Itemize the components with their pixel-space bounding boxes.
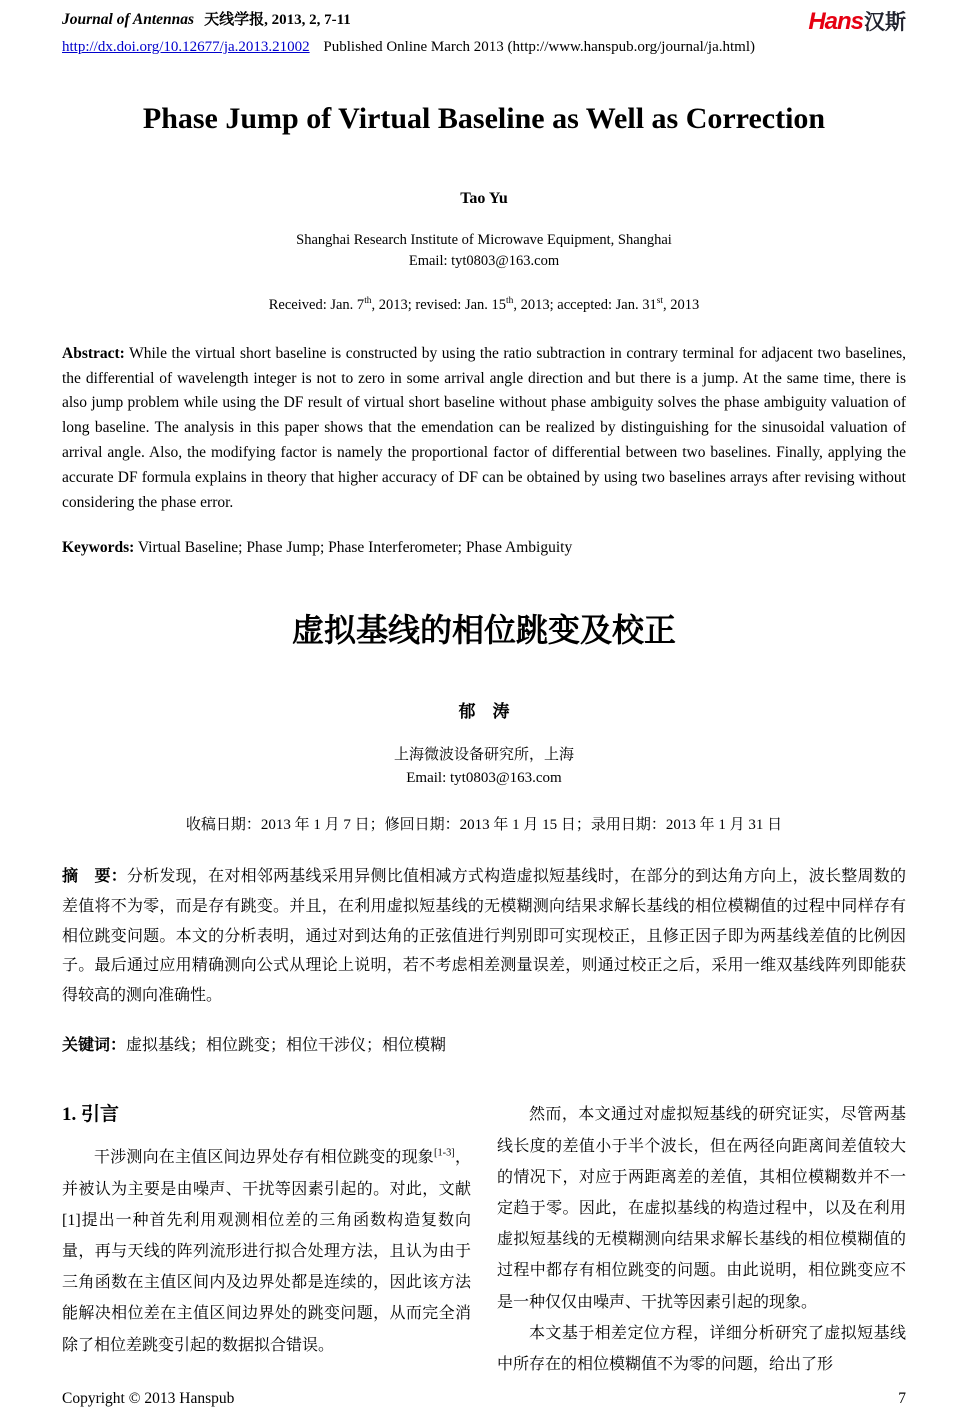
abstract-text-english: While the virtual short baseline is constructed by using the ratio subtraction in contrary terminal for adjacent two baselines, the differential of wavelength integer is not to zero in some arrival angle direction and but there is a jump. At the same time, there is also jump problem while using the DF result of virtual short baseline without phase ambiguity solves the phase ambiguity valuation of long baseline. The analysis in this paper shows that the emendation can be realized by distinguishing for the sinusoidal valuation of arrival angle. Also, the modifying factor is namely the proportional factor of differential between two baselines. Finally, applying the accurate DF formula explains in theory that higher accuracy of DF can be obtained by using two baselines arrays after revising without considering the phase error. xyxy=(62,344,906,511)
hanspub-logo-cn: 汉斯 xyxy=(864,11,906,34)
received-part: , 2013; accepted: Jan. 31 xyxy=(513,296,657,313)
keywords-text-chinese: 虚拟基线；相位跳变；相位干涉仪；相位模糊 xyxy=(126,1037,447,1055)
affiliation-chinese xyxy=(62,744,906,789)
keywords-chinese xyxy=(62,1032,906,1055)
intro-p1-text: 干涉测向在主值区间边界处存有相位跳变的现象 xyxy=(94,1149,434,1167)
received-part: , 2013 xyxy=(662,296,700,313)
keywords-english xyxy=(62,539,906,557)
journal-header xyxy=(62,8,906,56)
affiliation-line: Shanghai Research Institute of Microwave Equipment, Shanghai xyxy=(296,232,672,248)
journal-name-cn: 天线学报, 2013, 2, 7-11 xyxy=(204,12,351,28)
paper-title-chinese: 虚拟基线的相位跳变及校正 xyxy=(291,612,676,649)
affiliation-english xyxy=(62,230,906,272)
received-part: Received: Jan. 7 xyxy=(268,296,365,313)
publication-line xyxy=(62,39,906,56)
received-dates-chinese: 收稿日期：2013 年 1 月 7 日；修回日期：2013 年 1 月 15 日；录用日期：2013 年 1 月 31 日 xyxy=(185,817,783,834)
right-column xyxy=(497,1099,906,1380)
received-dates-english xyxy=(62,296,906,314)
section-1-heading: 1. 引言 xyxy=(62,1104,120,1126)
abstract-english xyxy=(62,342,906,516)
page-footer xyxy=(62,1380,906,1408)
abstract-label-chinese: 摘 要： xyxy=(62,868,127,886)
keywords-label-chinese: 关键词： xyxy=(62,1037,127,1055)
journal-name: Journal of Antennas xyxy=(62,11,195,28)
abstract-text-chinese: 分析发现，在对相邻两基线采用异侧比值相减方式构造虚拟短基线时，在部分的到达角方向上，波长整周数的差值将不为零，而是存有跳变。并且，在利用虚拟短基线的无模糊测向结果求解长基线的相位模糊值的过程中同样存有相位跳变问题。本文的分析表明，通过对到达角的正弦值进行判别即可实现校正，且修正因子即为两基线差值的比例因子。最后通过应用精确测向公式从理论上说明，若不考虑相差测量误差，则通过校正之后，采用一维双基线阵列即能获得较高的测向准确性。 xyxy=(62,868,906,1004)
published-online-text: Published Online March 2013 (http://www.hanspub.org/journal/ja.html) xyxy=(323,39,756,55)
author-name-chinese: 郁 涛 xyxy=(458,702,510,722)
copyright-text: Copyright © 2013 Hanspub xyxy=(62,1390,235,1408)
intro-p1-text-cont: ，并被认为主要是由噪声、干扰等因素引起的。对此，文献[1]提出一种首先利用观测相位差的三角函数构造复数向量，再与天线的阵列流形进行拟合处理方法，且认为由于三角函数在主值区间内及边界处都是连续的，因此该方法能解决相位差在主值区间边界处的跳变问题，从而完全消除了相位差跳变引起的数据拟合错误。 xyxy=(62,1149,471,1354)
left-column xyxy=(62,1099,471,1380)
received-sup: th xyxy=(364,296,372,307)
email-line-english: Email: tyt0803@163.com xyxy=(408,253,560,270)
keywords-text-english: Virtual Baseline; Phase Jump; Phase Interferometer; Phase Ambiguity xyxy=(134,539,573,557)
keywords-label-english: Keywords: xyxy=(62,539,135,557)
abstract-label-english: Abstract: xyxy=(62,344,125,362)
affiliation-line-cn: 上海微波设备研究所，上海 xyxy=(393,747,574,764)
body-columns xyxy=(62,1099,906,1380)
email-line-chinese: Email: tyt0803@163.com xyxy=(406,769,562,786)
paper-title-english: Phase Jump of Virtual Baseline as Well as Correction xyxy=(142,102,826,135)
page-number: 7 xyxy=(898,1390,906,1408)
journal-title-line xyxy=(62,8,351,29)
hanspub-logo-hans: Hans xyxy=(808,8,863,35)
author-name-english: Tao Yu xyxy=(460,190,508,207)
received-part: , 2013; revised: Jan. 15 xyxy=(371,296,507,313)
abstract-chinese xyxy=(62,862,906,1010)
intro-paragraph-3: 本文基于相差定位方程，详细分析研究了虚拟短基线中所存在的相位模糊值不为零的问题，给出了形 xyxy=(497,1324,906,1373)
doi-link[interactable]: http://dx.doi.org/10.12677/ja.2013.21002 xyxy=(62,39,310,55)
intro-paragraph-1 xyxy=(62,1142,471,1360)
received-sup: th xyxy=(506,296,514,307)
intro-paragraph-2: 然而，本文通过对虚拟短基线的研究证实，尽管两基线长度的差值小于半个波长，但在两径向距离间差值较大的情况下，对应于两距离差的差值，其相位模糊数并不一定趋于零。因此，在虚拟基线的构造过程中，以及在利用虚拟短基线的无模糊测向结果求解长基线的相位模糊值的过程中都存有相位跳变的问题。由此说明，相位跳变应不是一种仅仅由噪声、干扰等因素引起的现象。 xyxy=(497,1106,906,1311)
citation-ref: [1-3] xyxy=(434,1148,455,1160)
hanspub-logo xyxy=(808,10,906,34)
received-sup: st xyxy=(656,296,663,307)
